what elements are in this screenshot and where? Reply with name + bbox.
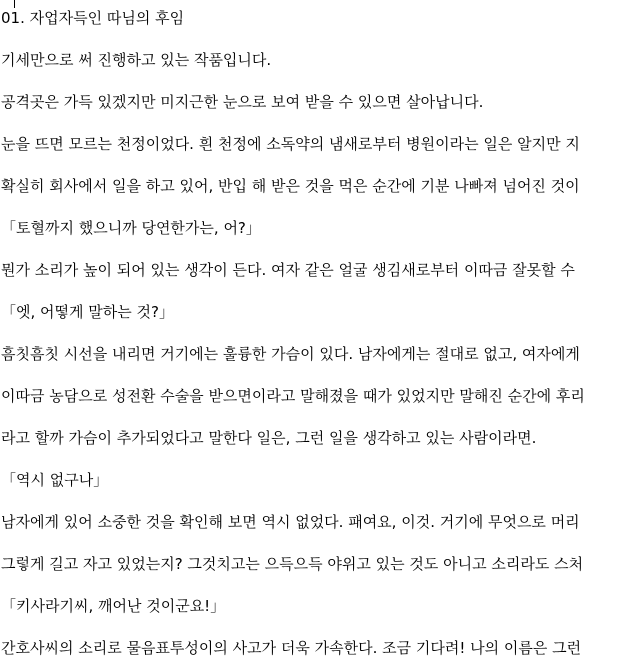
text-line: 이따금 농담으로 성전환 수술을 받으면이라고 말해졌을 때가 있었지만 말해진 순간에 후리 <box>1 387 585 405</box>
dialogue-line: 「토혈까지 했으니까 당연한가는, 어?」 <box>1 219 261 237</box>
text-line: 기세만으로 써 진행하고 있는 작품입니다. <box>1 51 272 69</box>
dialogue-line: 「역시 없구나」 <box>1 471 109 489</box>
text-line: 확실히 회사에서 일을 하고 있어, 반입 해 받은 것을 먹은 순간에 기분 나빠져 넘어진 것이 <box>1 177 580 195</box>
text-line: 라고 할까 가슴이 추가되었다고 말한다 일은, 그런 일을 생각하고 있는 사람이라면. <box>1 429 537 447</box>
text-line: 눈을 뜨면 모르는 천정이었다. 흰 천정에 소독약의 냄새로부터 병원이라는 일은 알지만 지 <box>1 135 580 153</box>
dialogue-line: 「엣, 어떻게 말하는 것?」 <box>1 303 174 321</box>
text-line: 남자에게 있어 소중한 것을 확인해 보면 역시 없었다. 패여요, 이것. 거기에 무엇으로 머리 <box>1 513 580 531</box>
dialogue-line: 「키사라기씨, 깨어난 것이군요!」 <box>1 597 226 615</box>
chapter-title: 01. 자업자득인 따님의 후임 <box>1 9 185 27</box>
text-line: 공격곳은 가득 있겠지만 미지근한 눈으로 보여 받을 수 있으면 살아납니다. <box>1 93 484 111</box>
text-line: 그렇게 길고 자고 있었는지? 그것치고는 으득으득 야위고 있는 것도 아니고 소리라도 스처 <box>1 555 584 573</box>
text-line: 간호사씨의 소리로 물음표투성이의 사고가 더욱 가속한다. 조금 기다려! 나의 이름은 그런 <box>1 639 582 657</box>
text-line: 흠칫흠칫 시선을 내리면 거기에는 훌륭한 가슴이 있다. 남자에게는 절대로 없고, 여자에게 <box>1 345 580 363</box>
text-line: 뭔가 소리가 높이 되어 있는 생각이 든다. 여자 같은 얼굴 생김새로부터 이따금 잘못할 수 <box>1 261 575 279</box>
